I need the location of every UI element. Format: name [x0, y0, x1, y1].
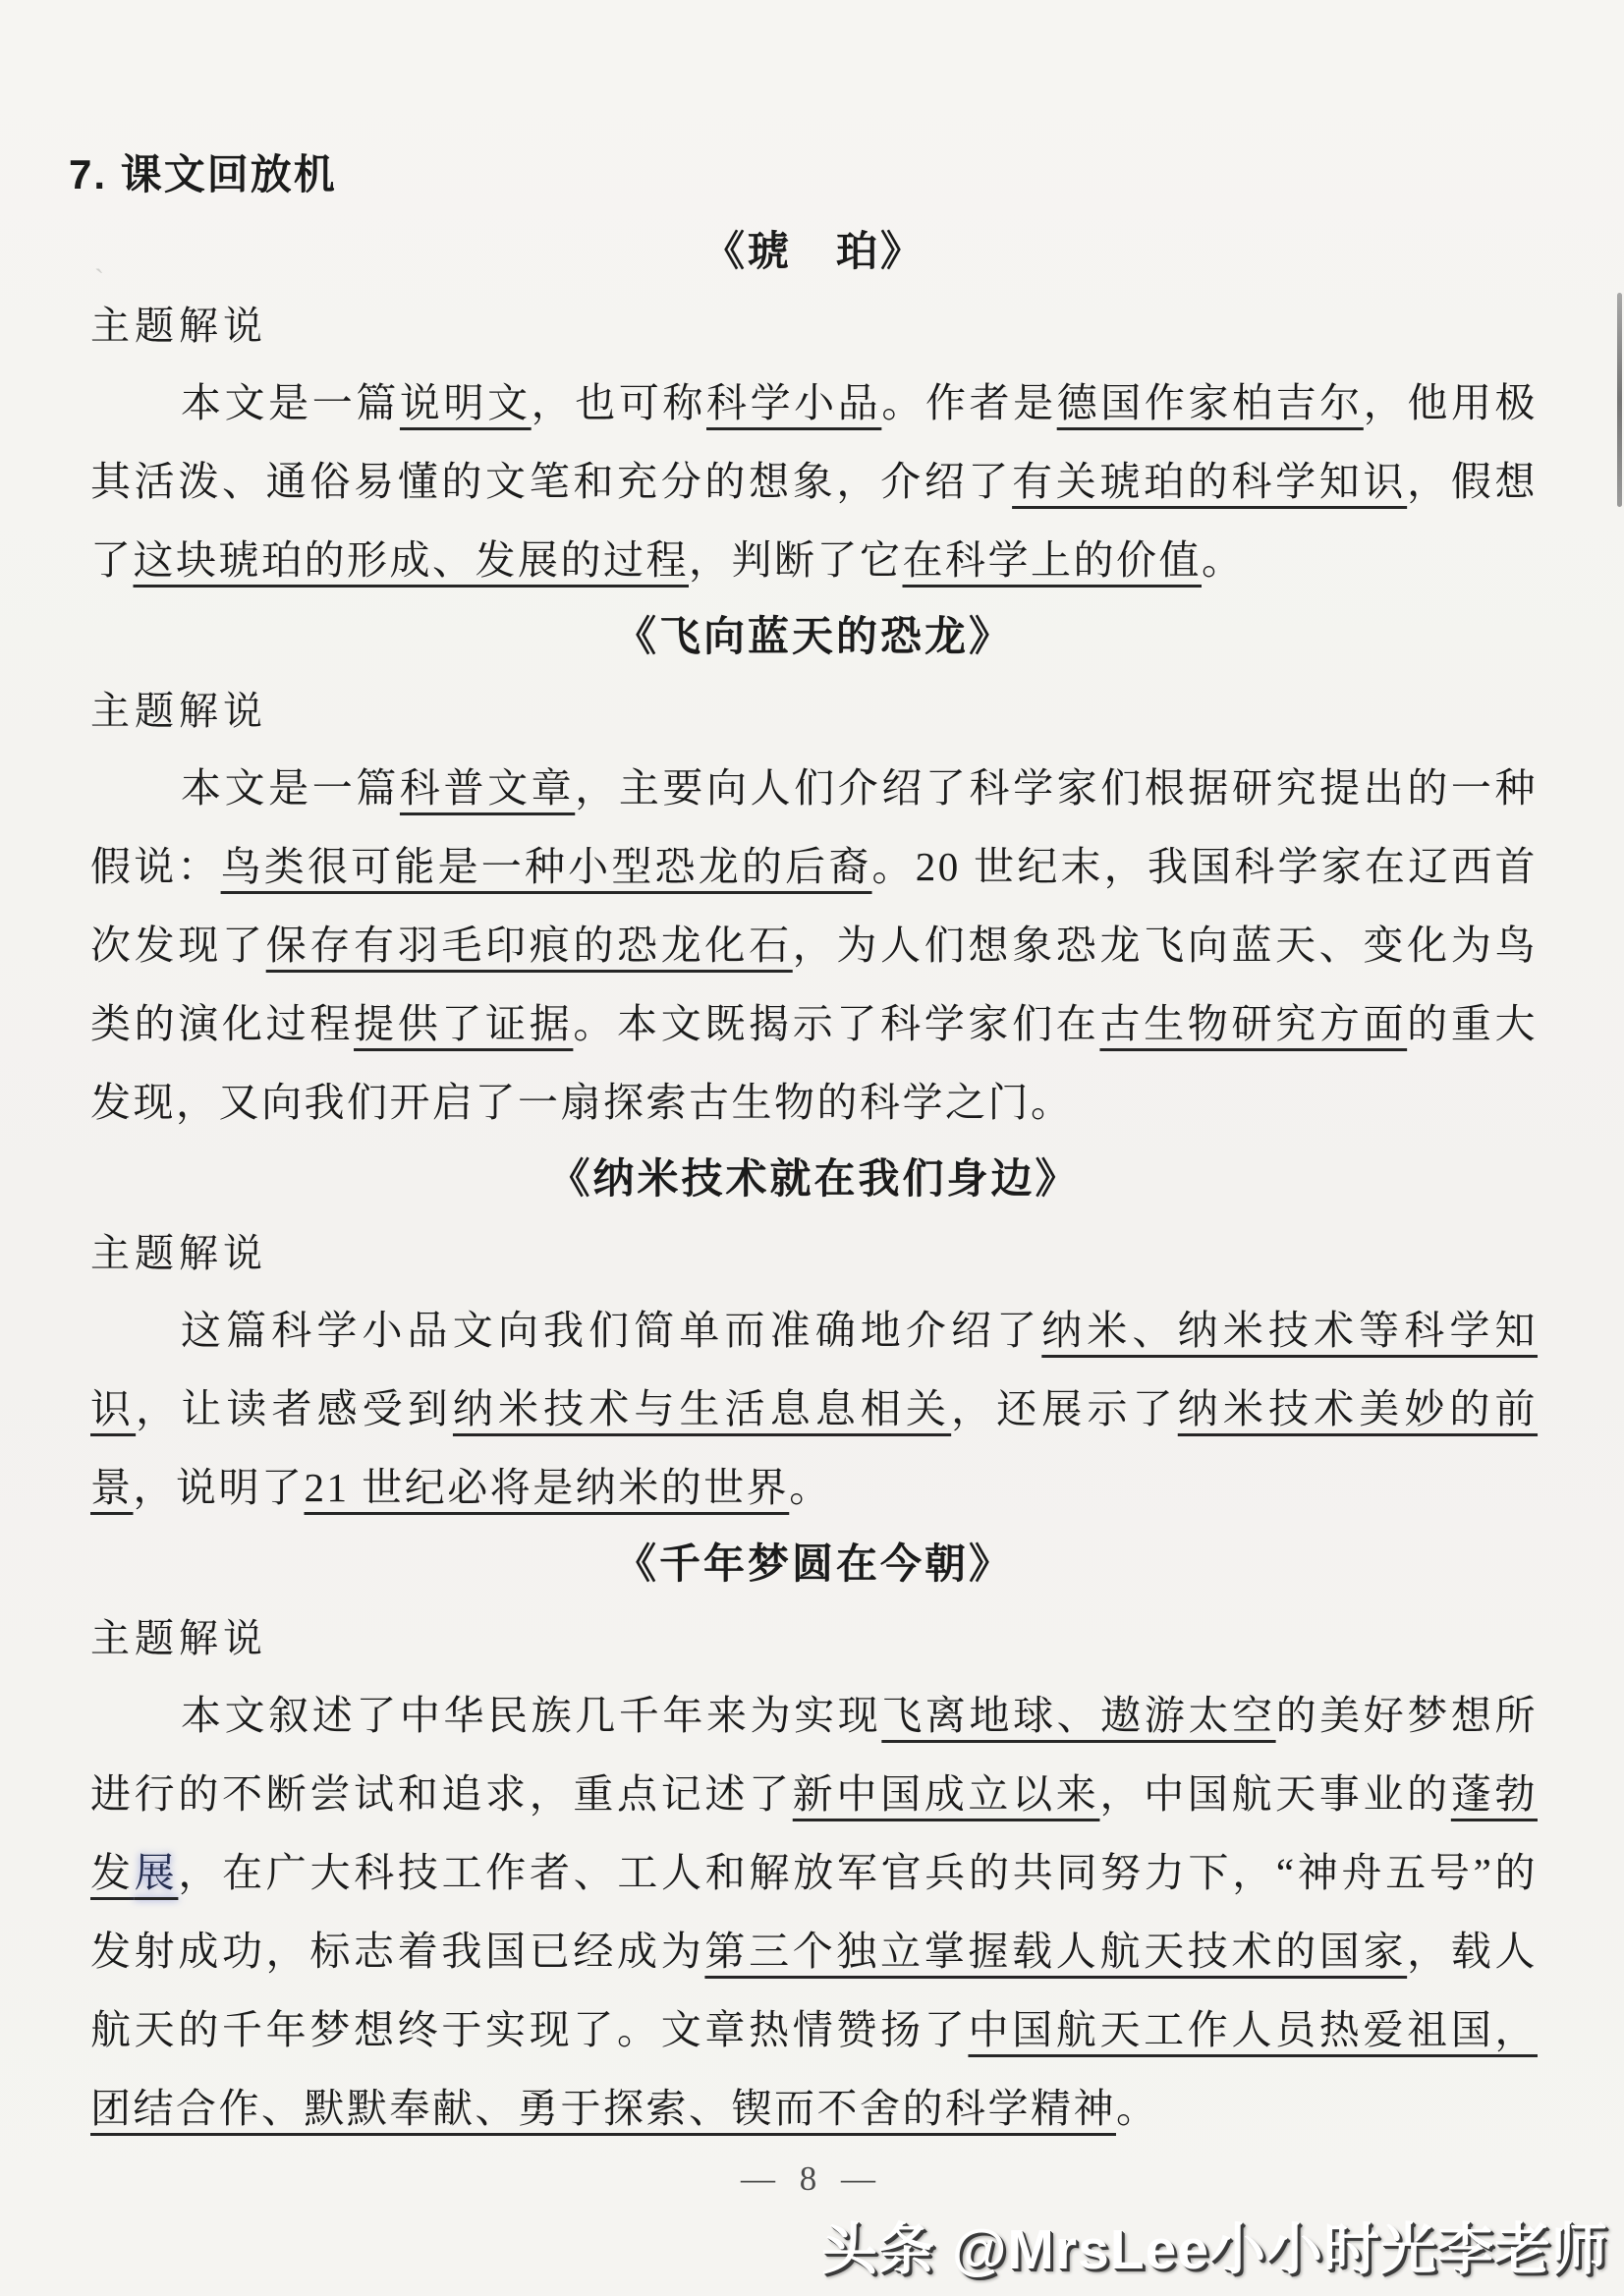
underlined-text: 中国航天工作人员热爱祖国，团结合作、默默奉献、勇于探索、锲而不舍的科学精神: [90, 2007, 1538, 2131]
body-text: 。本文既揭示了科学家们在: [573, 1001, 1100, 1046]
page-content: [69, 136, 1539, 2148]
body-text: 这篇科学小品文向我们简单而准确地介绍了: [181, 1308, 1042, 1353]
underlined-text: 古生物研究方面: [1099, 1001, 1408, 1046]
section-title: 《千年梦圆在今朝》: [614, 1540, 1013, 1587]
section-paragraph: [90, 364, 1538, 599]
body-text: 本文叙述了中华民族几千年来为实现: [181, 1693, 882, 1738]
body-text: ，中国航天事业的: [1099, 1771, 1451, 1817]
underlined-text: 科学小品: [706, 380, 882, 425]
topic-label: 主题解说: [90, 1231, 267, 1275]
page-heading: 7. 课文回放机: [69, 151, 337, 197]
topic-label: 主题解说: [90, 689, 267, 733]
body-text: ，让读者感受到: [136, 1386, 453, 1431]
body-text: 。: [789, 1465, 832, 1510]
watermark: 头条 @MrsLee小小时光李老师: [821, 2218, 1608, 2281]
underlined-text: 说明文: [399, 380, 532, 425]
underlined-text: 纳米技术美妙的前景: [90, 1386, 1539, 1510]
body-text: ，判断了它: [689, 537, 903, 583]
topic-label: 主题解说: [90, 304, 267, 348]
body-text: 的重大发现，又向我们开启了一扇探索古生物的科学之门。: [90, 1001, 1538, 1125]
section-paragraph: [90, 1291, 1538, 1527]
text-section: [90, 214, 1538, 599]
body-text: ，假想了: [90, 459, 1538, 583]
body-text: 本文是一篇: [181, 380, 400, 425]
section-paragraph: [90, 1676, 1538, 2148]
body-text: 。: [1116, 2086, 1159, 2131]
text-section: [90, 599, 1538, 1142]
underlined-text: 在科学上的价值: [902, 537, 1202, 583]
body-text: ，也可称: [531, 380, 707, 425]
section-paragraph: [90, 749, 1538, 1142]
underlined-text: 飞离地球、遨游太空: [881, 1693, 1276, 1738]
underlined-text: 纳米、纳米技术等科学知识: [90, 1308, 1539, 1431]
body-text: ，说明了: [133, 1465, 305, 1510]
body-text: 。20 世纪末，我国科学家在辽西首次发现了: [90, 844, 1539, 968]
underlined-text: 21 世纪必将是纳米的世界: [304, 1465, 790, 1510]
section-title: 《飞向蓝天的恐龙》: [614, 613, 1013, 659]
body-text: ，在广大科技工作者、工人和解放军官兵的共同努力下，“神舟五号”的发射成功，标志着我国已经成为: [90, 1850, 1538, 1974]
body-text: ，还展示了: [951, 1386, 1178, 1431]
scan-artifact-line: [1617, 293, 1622, 507]
body-text: ，载人航天的千年梦想终于实现了。文章热情赞扬了: [90, 1929, 1538, 2052]
scan-artifact-speck: `: [94, 263, 104, 296]
page-number: — 8 —: [741, 2159, 883, 2198]
body-text: ，为人们想象恐龙飞向蓝天、变化为鸟类的演化过程: [90, 923, 1538, 1046]
underlined-text: 保存有羽毛印痕的恐龙化石: [265, 923, 793, 968]
underlined-text: 这块琥珀的形成、发展的过程: [133, 537, 689, 583]
underlined-text: 有关琥珀的科学知识: [1012, 459, 1408, 504]
underlined-text: 提供了证据: [354, 1001, 574, 1046]
underlined-text: 展: [134, 1850, 179, 1895]
underlined-text: 德国作家柏吉尔: [1056, 380, 1364, 425]
body-text: 。: [1202, 537, 1245, 583]
underlined-text: 第三个独立掌握载人航天技术的国家: [704, 1929, 1408, 1974]
topic-label: 主题解说: [90, 1616, 267, 1660]
text-section: [90, 1527, 1538, 2148]
body-text: 本文是一篇: [181, 765, 400, 811]
text-section: [90, 1142, 1538, 1527]
body-text: 。作者是: [881, 380, 1057, 425]
underlined-text: 科普文章: [399, 765, 576, 811]
section-title: 《纳米技术就在我们身边》: [548, 1155, 1080, 1202]
body-text: 的美好梦想所进行的不断尝试和追求，重点记述了: [90, 1693, 1539, 1817]
underlined-text: 鸟类很可能是一种小型恐龙的后裔: [220, 844, 872, 889]
underlined-text: 新中国成立以来: [792, 1771, 1100, 1817]
underlined-text: 蓬勃发: [90, 1771, 1538, 1895]
sections: [90, 214, 1538, 2148]
underlined-text: 纳米技术与生活息息相关: [452, 1386, 952, 1431]
section-title: 《琥 珀》: [702, 228, 924, 274]
body-text: ，主要向人们介绍了科学家们根据研究提出的一种假说：: [90, 765, 1539, 889]
body-text: ，他用极其活泼、通俗易懂的文笔和充分的想象，介绍了: [90, 380, 1539, 504]
